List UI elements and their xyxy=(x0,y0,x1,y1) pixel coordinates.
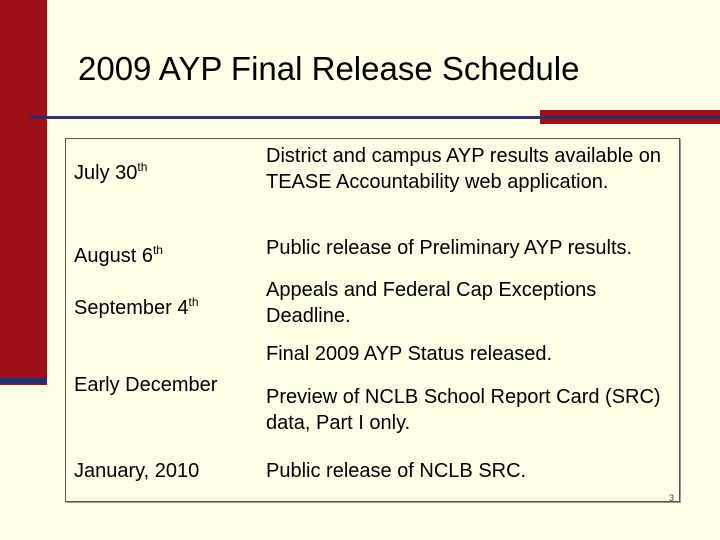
schedule-description: District and campus AYP results available on TEASE Accountability web application. xyxy=(266,145,662,193)
schedule-description: Final 2009 AYP Status released. xyxy=(266,343,553,365)
schedule-description: Public release of Preliminary AYP results. xyxy=(266,237,633,259)
schedule-description: Public release of NCLB SRC. xyxy=(266,460,527,482)
page-number: 3 xyxy=(669,493,675,503)
schedule-date: August 6th xyxy=(74,243,163,267)
left-accent-bar xyxy=(0,0,47,385)
title-divider-accent-line xyxy=(540,116,720,119)
left-accent-bar-edge xyxy=(0,378,47,384)
schedule-date: September 4th xyxy=(74,295,199,319)
slide-title: 2009 AYP Final Release Schedule xyxy=(78,50,580,87)
schedule-date: Early December xyxy=(74,374,218,396)
schedule-date: January, 2010 xyxy=(74,460,200,482)
schedule-description: Appeals and Federal Cap Exceptions Deadline. xyxy=(266,279,597,327)
title-divider xyxy=(30,116,540,119)
schedule-description: Preview of NCLB School Report Card (SRC) data, Part I only. xyxy=(266,386,661,434)
schedule-date: July 30th xyxy=(74,160,148,184)
